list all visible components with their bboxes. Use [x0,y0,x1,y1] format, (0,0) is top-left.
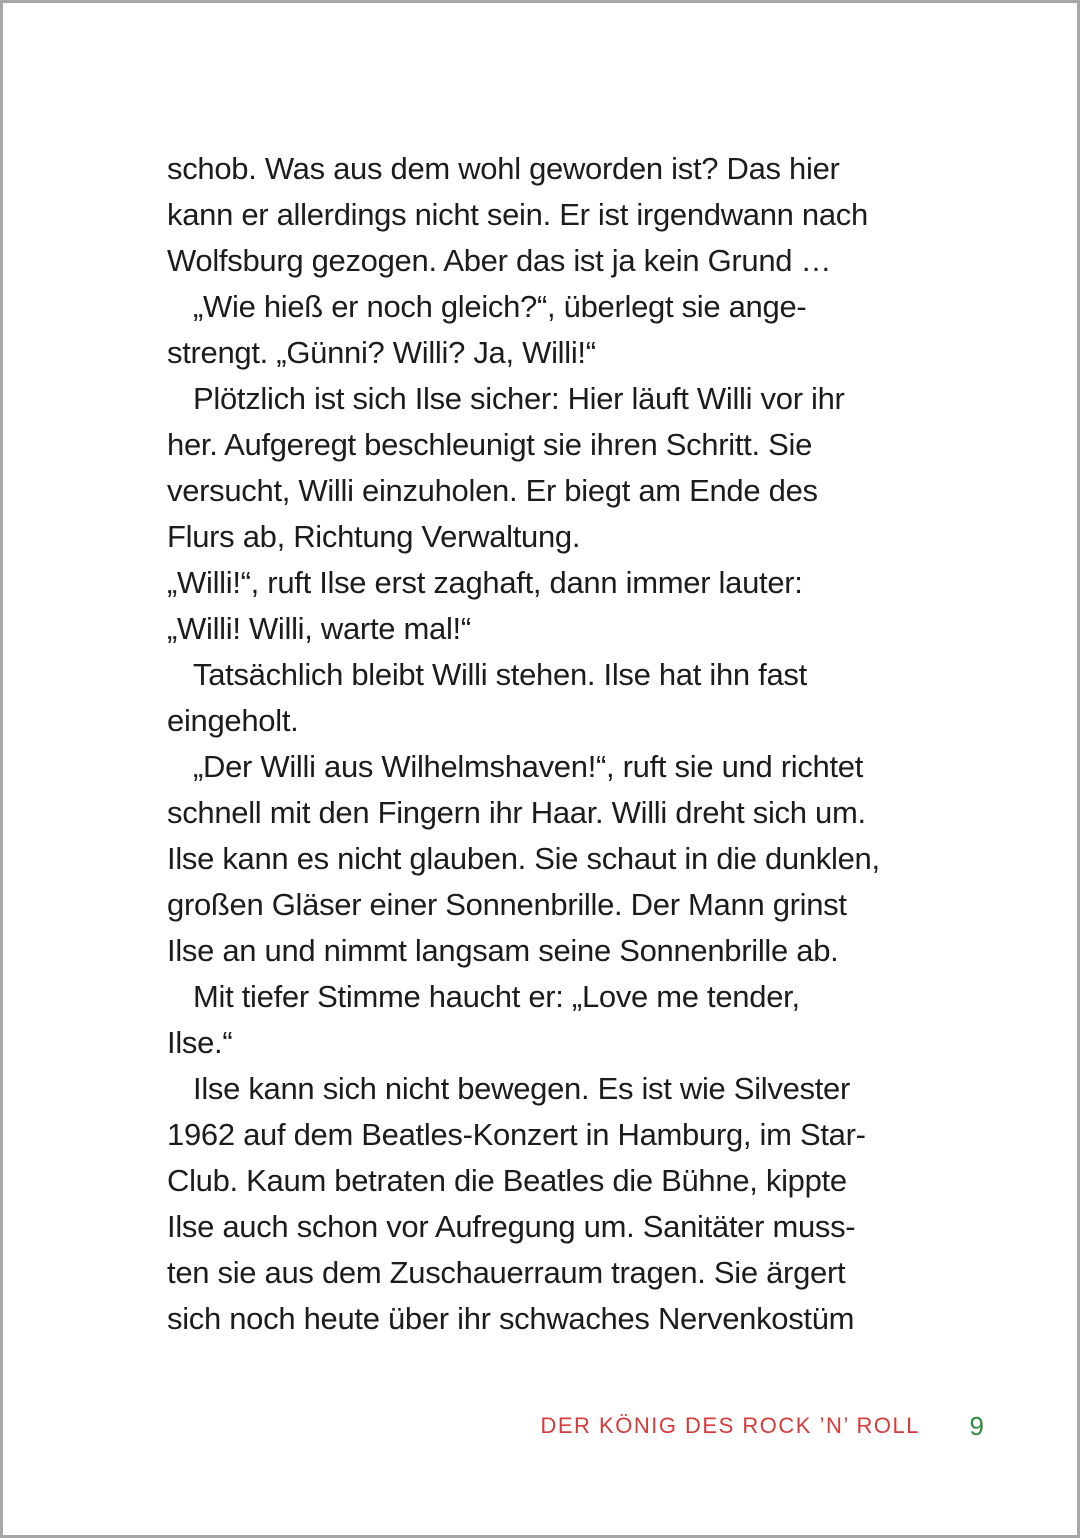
running-title: DER KÖNIG DES ROCK ’N’ ROLL [540,1413,920,1438]
text-line: Ilse.“ [167,1025,233,1060]
text-line: schob. Was aus dem wohl geworden ist? Das hier [167,151,840,186]
text-line: kann er allerdings nicht sein. Er ist irgendwann nach [167,197,868,232]
text-line: Club. Kaum betraten die Beatles die Bühne, kippte [167,1163,847,1198]
text-line: Ilse an und nimmt langsam seine Sonnenbrille ab. [167,933,839,968]
text-line: Tatsächlich bleibt Willi stehen. Ilse hat ihn fast [193,657,807,692]
text-line: versucht, Willi einzuholen. Er biegt am Ende des [167,473,818,508]
text-line: schnell mit den Fingern ihr Haar. Willi dreht sich um. [167,795,866,830]
text-line: her. Aufgeregt beschleunigt sie ihren Schritt. Sie [167,427,813,462]
body-text [167,146,937,1342]
text-line: strengt. „Günni? Willi? Ja, Willi!“ [167,335,596,370]
text-line: großen Gläser einer Sonnenbrille. Der Mann grinst [167,887,847,922]
text-line: „Der Willi aus Wilhelmshaven!“, ruft sie und richtet [193,749,864,784]
text-line: Plötzlich ist sich Ilse sicher: Hier läuft Willi vor ihr [193,381,845,416]
text-line: ten sie aus dem Zuschauerraum tragen. Sie ärgert [167,1255,846,1290]
text-line: Ilse kann es nicht glauben. Sie schaut in die dunklen, [167,841,880,876]
text-line: Ilse kann sich nicht bewegen. Es ist wie Silvester [193,1071,850,1106]
text-line: sich noch heute über ihr schwaches Nervenkostüm [167,1301,855,1336]
text-line: Ilse auch schon vor Aufregung um. Sanitäter muss- [167,1209,856,1244]
page-number: 9 [969,1411,984,1441]
text-line: 1962 auf dem Beatles-Konzert in Hamburg, im Star- [167,1117,866,1152]
text-line: „Wie hieß er noch gleich?“, überlegt sie ange- [193,289,807,324]
page-footer [3,1408,1080,1448]
text-line: Flurs ab, Richtung Verwaltung. [167,519,581,554]
text-line: eingeholt. [167,703,299,738]
text-line: Wolfsburg gezogen. Aber das ist ja kein Grund … [167,243,832,278]
text-line: Mit tiefer Stimme haucht er: „Love me tender, [193,979,800,1014]
text-line: „Willi! Willi, warte mal!“ [167,611,471,646]
text-line: „Willi!“, ruft Ilse erst zaghaft, dann immer lauter: [167,565,803,600]
